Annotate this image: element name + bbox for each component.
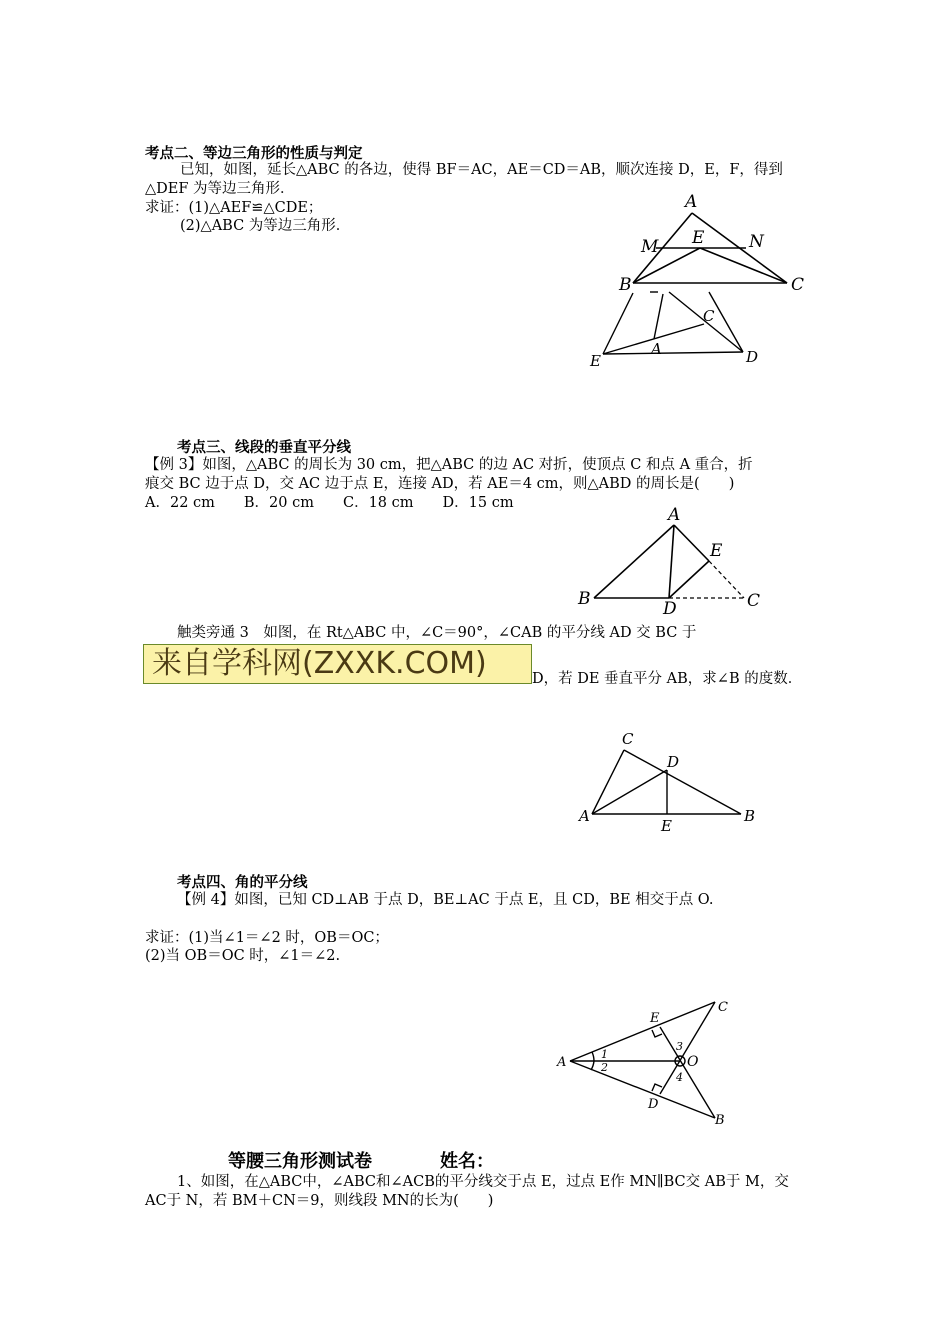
section3-options: A．22 cm B．20 cm C．18 cm D．15 cm	[145, 495, 514, 511]
label-C5: C	[718, 1000, 728, 1015]
section4-line2: 求证：(1)当∠1＝∠2 时，OB＝OC；	[145, 930, 389, 946]
angle-1: 1	[601, 1048, 608, 1061]
section4-line3: (2)当 OB＝OC 时，∠1＝∠2.	[145, 948, 341, 964]
angle-4: 4	[676, 1071, 683, 1084]
label-B5: B	[715, 1113, 725, 1128]
label-A4: A	[579, 807, 590, 825]
label-E4: E	[661, 817, 672, 835]
label-E: E	[692, 228, 705, 248]
label-D5: D	[648, 1097, 659, 1112]
label-E5: E	[650, 1011, 660, 1026]
section4-line1: 【例 4】如图，已知 CD⊥AB 于点 D，BE⊥AC 于点 E，且 CD，BE 相交于点 O.	[177, 892, 714, 908]
label-M: M	[641, 237, 659, 257]
label-E3: E	[710, 541, 723, 561]
watermark-banner: 来自学科网(ZXXK.COM)	[143, 644, 532, 684]
section2-line1: 已知，如图，延长△ABC 的各边，使得 BF＝AC，AE＝CD＝AB，顺次连接 D，E，F，得到	[180, 162, 783, 178]
label-A3: A	[668, 505, 681, 525]
label-C4: C	[622, 730, 634, 748]
section3-line1: 【例 3】如图，△ABC 的周长为 30 cm，把△ABC 的边 AC 对折，使顶点 C 和点 A 重合，折	[145, 457, 753, 473]
label-A5: A	[557, 1055, 567, 1070]
label-B4: B	[744, 807, 756, 825]
section2-line4: (2)△ABC 为等边三角形．	[180, 218, 351, 234]
label-D3: D	[663, 599, 677, 619]
label-E2: E	[590, 352, 601, 370]
label-C: C	[791, 275, 805, 295]
angle-3: 3	[676, 1040, 683, 1053]
section3-line2: 痕交 BC 边于点 D，交 AC 边于点 E，连接 AD，若 AE＝4 cm，则△ABD 的周长是( )	[145, 476, 735, 492]
name-label: 姓名：	[440, 1151, 494, 1172]
label-C3: C	[747, 591, 761, 611]
label-A2: A	[651, 340, 662, 358]
q1-line1: 1、如图，在△ABC中，∠ABC和∠ACB的平分线交于点 E，过点 E作 MN∥BC交 AB于 M，交	[177, 1174, 789, 1190]
q1-line2: AC于 N，若 BM＋CN＝9，则线段 MN的长为( )	[145, 1193, 494, 1209]
section2-line3: 求证：(1)△AEF≌△CDE；	[145, 200, 323, 216]
label-B: B	[619, 275, 632, 295]
label-O5: O	[687, 1054, 699, 1070]
label-D2: D	[746, 348, 759, 366]
label-D4: D	[667, 753, 680, 771]
label-C2: C	[703, 307, 715, 325]
section2-title: 考点二、等边三角形的性质与判定	[145, 145, 363, 162]
label-B3: B	[578, 589, 591, 609]
section2-line2: △DEF 为等边三角形．	[145, 181, 295, 197]
label-N: N	[749, 232, 764, 252]
section4-title: 考点四、角的平分线	[177, 874, 308, 891]
practice3-line1: 触类旁通 3 如图，在 Rt△ABC 中，∠C＝90°，∠CAB 的平分线 AD 交 BC 于	[177, 625, 697, 641]
test-title: 等腰三角形测试卷	[228, 1151, 372, 1172]
practice3-line2: D，若 DE 垂直平分 AB，求∠B 的度数．	[532, 671, 803, 687]
section3-title: 考点三、线段的垂直平分线	[177, 439, 351, 456]
angle-2: 2	[601, 1061, 608, 1074]
label-A: A	[685, 192, 698, 212]
